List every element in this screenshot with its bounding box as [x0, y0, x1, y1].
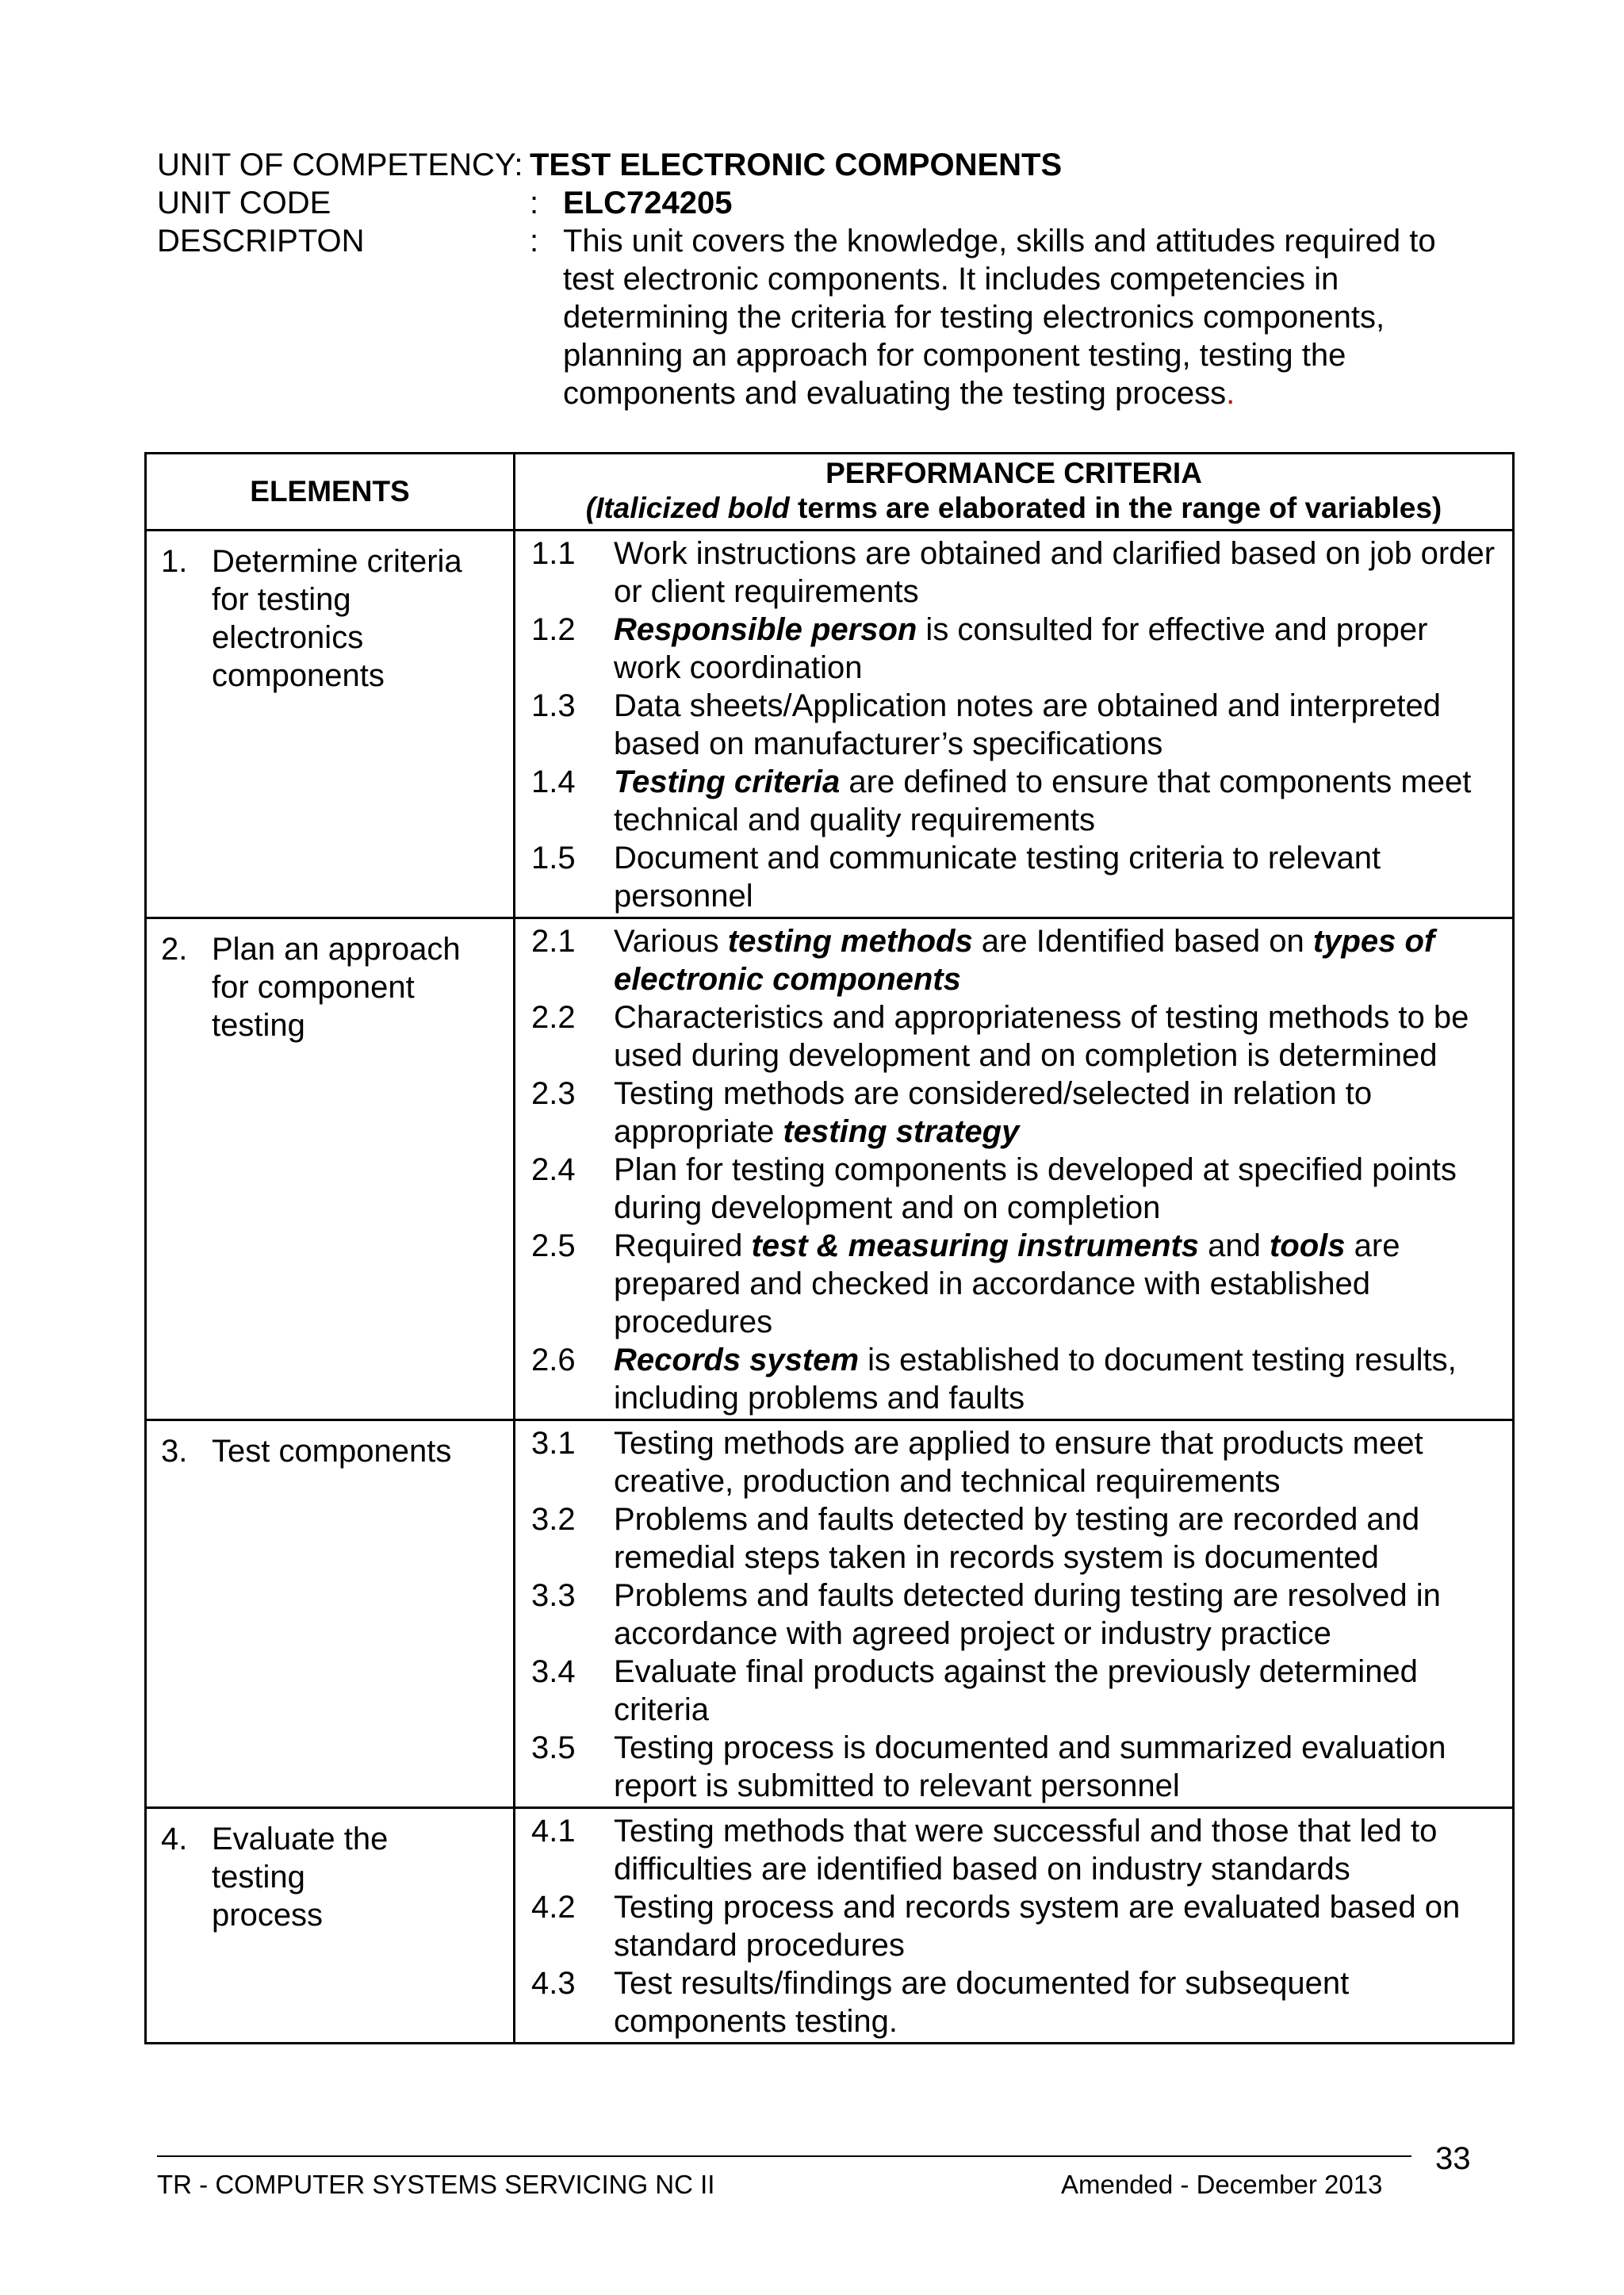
- description-colon: :: [530, 224, 539, 259]
- criterion-text: [614, 1227, 1512, 1341]
- criterion: [515, 1964, 1512, 2040]
- criterion: [515, 1500, 1512, 1577]
- element-line: Test components: [212, 1434, 452, 1469]
- criterion-number: 4.3: [531, 1966, 576, 2001]
- element: [161, 1820, 505, 1934]
- criterion-number: 2.4: [531, 1152, 576, 1187]
- footer-amended-date: Amended - December 2013: [1061, 2170, 1383, 2199]
- range-term: Records system: [614, 1343, 860, 1377]
- criterion: [515, 1075, 1512, 1151]
- criterion-text: Work instructions are obtained and clarified based on job order or client requirements: [614, 536, 1496, 609]
- criterion-text: [614, 611, 1512, 687]
- criterion: [515, 839, 1512, 915]
- criterion-number: 2.3: [531, 1076, 576, 1111]
- element-line: Plan an approach: [212, 932, 461, 967]
- element: [161, 542, 505, 695]
- footer-document-title: TR - COMPUTER SYSTEMS SERVICING NC II: [157, 2170, 715, 2199]
- criterion: [515, 998, 1512, 1075]
- criterion-number: 2.5: [531, 1228, 576, 1263]
- criterion: [515, 1577, 1512, 1653]
- criterion-text: Testing process and records system are evaluated based on standard procedures: [614, 1890, 1461, 1963]
- criterion-text-part: are Identified based on: [972, 924, 1313, 959]
- unit-code: ELC724205: [563, 186, 733, 220]
- criterion-text: Test results/findings are documented for subsequent components testing.: [614, 1966, 1350, 2039]
- criterion-text: Testing methods that were successful and those that led to difficulties are identified based on industry standards: [614, 1814, 1438, 1887]
- criteria-list: [515, 919, 1512, 1419]
- criterion-text: Problems and faults detected during testing are resolved in accordance with agreed project or industry practice: [614, 1578, 1441, 1651]
- criterion-text: [614, 1341, 1512, 1417]
- element-number: 2.: [161, 932, 188, 967]
- element: [161, 930, 505, 1044]
- table-row: [146, 1808, 1514, 2044]
- performance-criteria-title: PERFORMANCE CRITERIA: [825, 457, 1202, 489]
- criterion-text: Characteristics and appropriateness of testing methods to be used during development and on completion is determined: [614, 1000, 1469, 1073]
- code-colon: :: [530, 186, 539, 220]
- description-text: [563, 222, 1475, 412]
- unit-header: [157, 146, 1505, 412]
- element-cell: [146, 1420, 515, 1808]
- criterion-number: 2.1: [531, 924, 576, 959]
- page-number: 33: [1435, 2141, 1471, 2176]
- criteria-note-italic: (Italicized bold: [585, 492, 790, 524]
- element-cell: [146, 1808, 515, 2044]
- criterion-number: 1.2: [531, 612, 576, 647]
- element-line: for testing: [212, 582, 351, 617]
- criterion-text: Document and communicate testing criteria to relevant personnel: [614, 841, 1381, 914]
- criteria-list: [515, 1421, 1512, 1806]
- criterion-number: 3.2: [531, 1502, 576, 1537]
- unit-title: TEST ELECTRONIC COMPONENTS: [530, 148, 1063, 182]
- criterion-text: Testing methods are applied to ensure that products meet creative, production and technical requirements: [614, 1426, 1423, 1499]
- criterion-text-part: and: [1199, 1228, 1270, 1263]
- description-label: DESCRIPTON: [157, 224, 365, 259]
- element-line: testing: [212, 1008, 305, 1043]
- criterion: [515, 922, 1512, 998]
- criterion-number: 3.3: [531, 1578, 576, 1613]
- table-row: [146, 1420, 1514, 1808]
- table-row: [146, 531, 1514, 918]
- criterion-text: Evaluate final products against the previously determined criteria: [614, 1654, 1418, 1727]
- table-row: [146, 918, 1514, 1420]
- criterion-text-part: Various: [614, 924, 728, 959]
- unit-row: [157, 146, 1505, 184]
- description-line-text: components and evaluating the testing process: [563, 376, 1227, 411]
- criterion-number: 2.6: [531, 1343, 576, 1377]
- description-period: .: [1226, 376, 1235, 411]
- description-line: test electronic components. It includes competencies in: [563, 262, 1339, 297]
- element-line: components: [212, 658, 385, 693]
- criterion: [515, 1888, 1512, 1964]
- description-line: This unit covers the knowledge, skills and attitudes required to: [563, 224, 1436, 259]
- criterion-text: [614, 763, 1512, 839]
- range-term: Responsible person: [614, 612, 917, 647]
- element-line: Evaluate the testing: [212, 1822, 389, 1895]
- criterion-text-part: are prepared and checked in accordance with established procedures: [614, 1228, 1400, 1339]
- criterion: [515, 611, 1512, 687]
- footer-divider: [157, 2155, 1411, 2157]
- element-title: [212, 1820, 473, 1934]
- element-cell: [146, 531, 515, 918]
- criteria-cell: [515, 1808, 1514, 2044]
- criteria-cell: [515, 1420, 1514, 1808]
- element-number: 1.: [161, 544, 188, 579]
- element-number: 3.: [161, 1434, 188, 1469]
- criterion-number: 1.3: [531, 688, 576, 723]
- criterion-text: Plan for testing components is developed at specified points during development and on completion: [614, 1152, 1457, 1225]
- criterion-number: 3.5: [531, 1730, 576, 1765]
- criterion-text: [614, 922, 1512, 998]
- unit-label: UNIT OF COMPETENCY:: [157, 148, 523, 182]
- element-title: [212, 542, 473, 695]
- code-label: UNIT CODE: [157, 186, 331, 220]
- element-number: 4.: [161, 1822, 188, 1856]
- criterion-text-rest: is consulted for effective and proper work coordination: [614, 612, 1428, 685]
- description-line: determining the criteria for testing electronics components,: [563, 300, 1385, 335]
- criterion: [515, 1151, 1512, 1227]
- criterion-number: 4.2: [531, 1890, 576, 1925]
- criterion: [515, 1227, 1512, 1341]
- criteria-note: [515, 491, 1512, 526]
- criterion-number: 3.4: [531, 1654, 576, 1689]
- criterion-text: [614, 1075, 1512, 1151]
- element-title: [212, 930, 473, 1044]
- criterion: [515, 1812, 1512, 1888]
- description-line: planning an approach for component testing, testing the: [563, 338, 1346, 373]
- element: [161, 1432, 505, 1470]
- criterion: [515, 1653, 1512, 1729]
- criterion-number: 1.1: [531, 536, 576, 571]
- criterion-number: 3.1: [531, 1426, 576, 1461]
- range-term: tools: [1269, 1228, 1346, 1263]
- criteria-note-bold: terms are elaborated in the range of variables): [798, 492, 1442, 524]
- criteria-cell: [515, 918, 1514, 1420]
- criterion: [515, 687, 1512, 763]
- range-term: test & measuring instruments: [751, 1228, 1200, 1263]
- criterion-number: 1.4: [531, 764, 576, 799]
- element-line: for component: [212, 970, 415, 1005]
- criterion: [515, 763, 1512, 839]
- criterion: [515, 534, 1512, 611]
- criterion: [515, 1424, 1512, 1500]
- criterion: [515, 1729, 1512, 1805]
- elements-header: ELEMENTS: [146, 454, 515, 531]
- table-header-row: [146, 454, 1514, 531]
- criteria-list: [515, 531, 1512, 917]
- element-title: [212, 1432, 473, 1470]
- element-cell: [146, 918, 515, 1420]
- range-term: types of electronic components: [614, 924, 1435, 997]
- code-row: [157, 184, 1505, 222]
- competency-table: [144, 452, 1515, 2044]
- description-row: [157, 222, 1505, 412]
- criterion: [515, 1341, 1512, 1417]
- range-term: testing methods: [727, 924, 973, 959]
- range-term: Testing criteria: [614, 764, 841, 799]
- criterion-text: Data sheets/Application notes are obtained and interpreted based on manufacturer’s specifications: [614, 688, 1441, 761]
- criterion-text: Testing process is documented and summarized evaluation report is submitted to relevant personnel: [614, 1730, 1446, 1803]
- performance-criteria-header: [515, 454, 1514, 531]
- element-line: electronics: [212, 620, 364, 655]
- criterion-text-rest: is established to document testing results, including problems and faults: [614, 1343, 1457, 1416]
- criterion-number: 1.5: [531, 841, 576, 875]
- criteria-cell: [515, 531, 1514, 918]
- criteria-list: [515, 1809, 1512, 2042]
- criterion-number: 2.2: [531, 1000, 576, 1035]
- criterion-text-part: Required: [614, 1228, 752, 1263]
- range-term: testing strategy: [783, 1114, 1020, 1149]
- criterion-text: Problems and faults detected by testing are recorded and remedial steps taken in records system is documented: [614, 1502, 1420, 1575]
- description-line: [563, 374, 1475, 412]
- criterion-number: 4.1: [531, 1814, 576, 1849]
- element-line: Determine criteria: [212, 544, 462, 579]
- criterion-text-part: Testing methods are considered/selected in relation to appropriate: [614, 1076, 1373, 1149]
- criterion-text-rest: are defined to ensure that components meet technical and quality requirements: [614, 764, 1472, 837]
- element-line: process: [212, 1898, 324, 1933]
